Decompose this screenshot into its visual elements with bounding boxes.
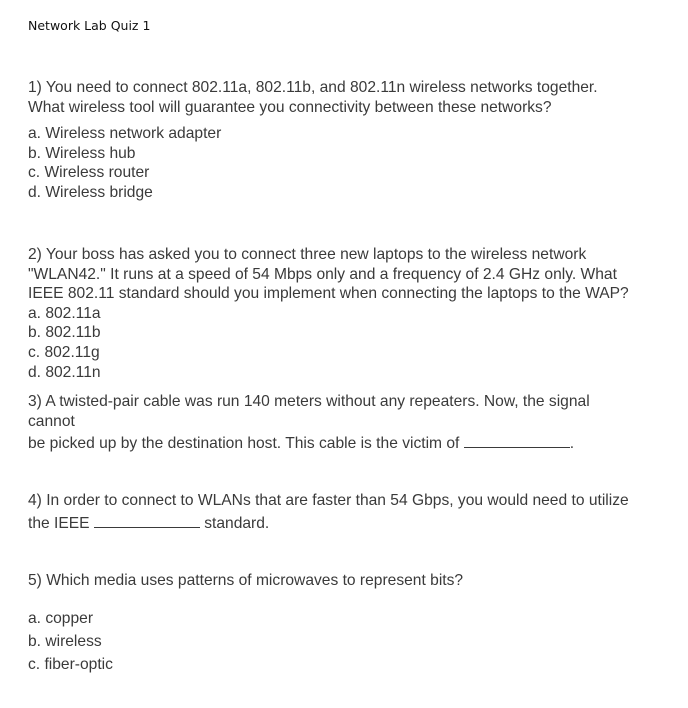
question-1-option-a: a. Wireless network adapter bbox=[28, 125, 222, 143]
question-3 bbox=[28, 392, 668, 454]
question-5-option-b: b. wireless bbox=[28, 632, 102, 650]
question-4 bbox=[28, 491, 668, 533]
question-4-end: standard. bbox=[204, 514, 270, 532]
question-1-option-c: c. Wireless router bbox=[28, 164, 150, 182]
question-3-end: . bbox=[569, 435, 575, 453]
question-2 bbox=[28, 245, 668, 382]
question-2-line-1: 2) Your boss has asked you to connect three new laptops to the wireless network bbox=[28, 246, 587, 263]
question-1-option-d: d. Wireless bridge bbox=[28, 183, 153, 201]
question-2-line-2: "WLAN42." It runs at a speed of 54 Mbps only and a frequency of 2.4 GHz only. What bbox=[28, 265, 617, 283]
question-2-option-a: a. 802.11a bbox=[28, 304, 101, 322]
answer-blank bbox=[464, 431, 570, 448]
question-1-option-b: b. Wireless hub bbox=[28, 144, 136, 162]
question-1-line-2: What wireless tool will guarantee you connectivity between these networks? bbox=[28, 98, 552, 116]
question-4-line-2-text: the IEEE bbox=[28, 514, 90, 532]
question-2-options bbox=[28, 304, 668, 382]
question-1 bbox=[28, 78, 668, 203]
question-1-line-1: 1) You need to connect 802.11a, 802.11b, and 802.11n wireless networks together. bbox=[28, 79, 598, 96]
question-5 bbox=[28, 571, 668, 676]
question-5-option-c: c. fiber-optic bbox=[28, 655, 113, 673]
question-3-line-3 bbox=[28, 431, 668, 454]
question-4-line-1: 4) In order to connect to WLANs that are faster than 54 Gbps, you would need to utilize bbox=[28, 492, 629, 509]
question-3-line-1: 3) A twisted-pair cable was run 140 meters without any repeaters. Now, the signal bbox=[28, 393, 590, 410]
question-5-options bbox=[28, 607, 668, 676]
question-3-line-2: cannot bbox=[28, 412, 75, 430]
question-3-line-3-text: be picked up by the destination host. This cable is the victim of bbox=[28, 435, 460, 453]
question-5-line-1: 5) Which media uses patterns of microwaves to represent bits? bbox=[28, 572, 464, 589]
question-5-option-a: a. copper bbox=[28, 609, 94, 627]
question-2-option-d: d. 802.11n bbox=[28, 363, 101, 381]
question-1-options bbox=[28, 124, 668, 202]
question-2-line-3: IEEE 802.11 standard should you implement when connecting the laptops to the WAP? bbox=[28, 285, 629, 303]
question-2-option-c: c. 802.11g bbox=[28, 343, 100, 361]
quiz-title: Network Lab Quiz 1 bbox=[28, 18, 151, 33]
answer-blank bbox=[94, 511, 200, 528]
question-4-line-2 bbox=[28, 511, 668, 534]
question-2-option-b: b. 802.11b bbox=[28, 324, 101, 342]
